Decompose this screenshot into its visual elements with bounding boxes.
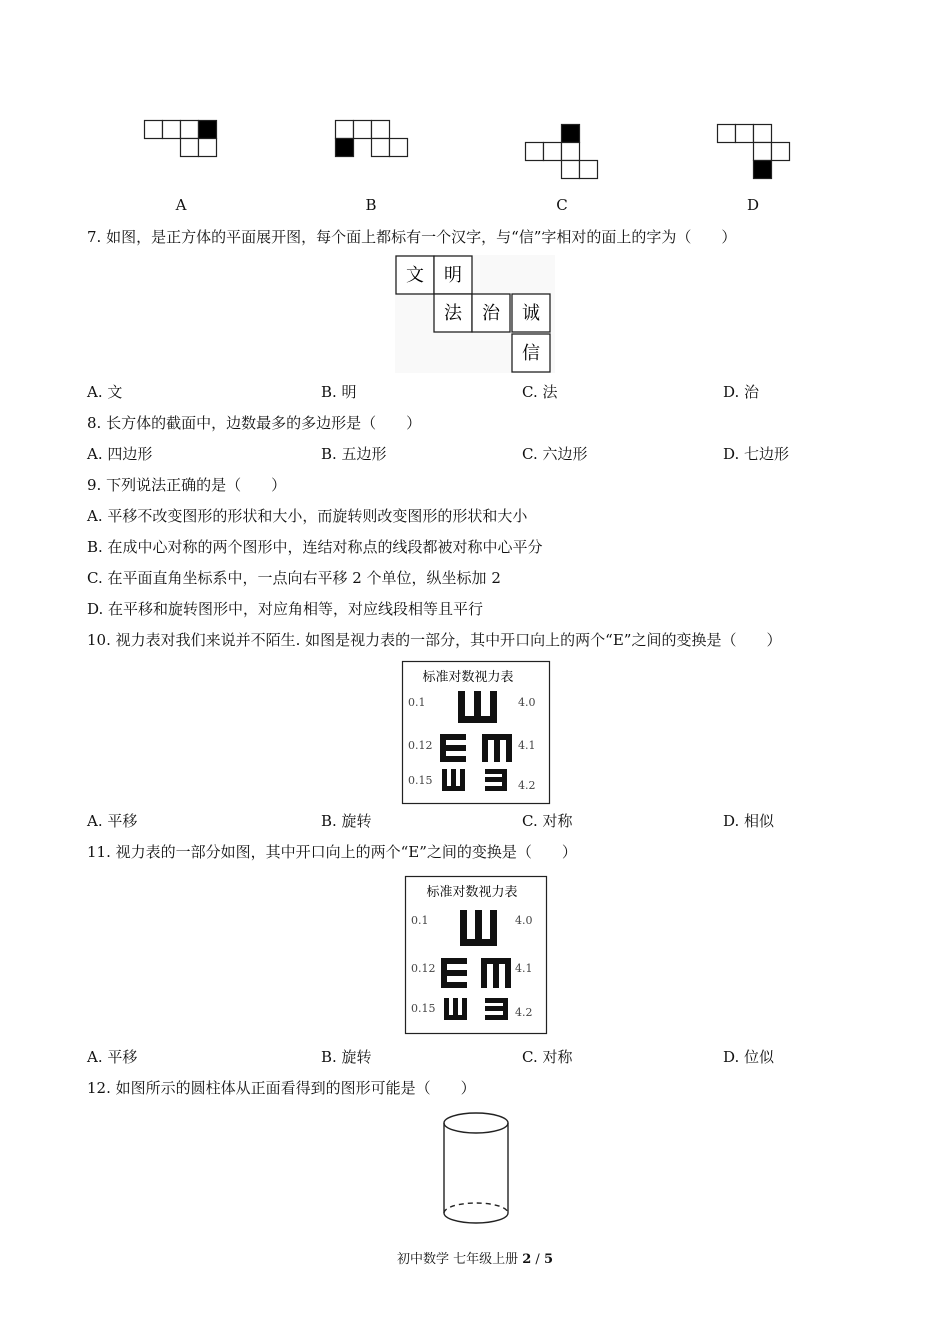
q8-option-b: B. 五边形 (321, 445, 387, 463)
q11-option-b: B. 旋转 (321, 1048, 372, 1066)
q9-option-c: C. 在平面直角坐标系中，一点向右平移 2 个单位，纵坐标加 2 (87, 569, 501, 587)
q10-left-3: 0.15 (408, 774, 433, 787)
q7-face-2: 明 (444, 265, 462, 286)
q10-e-big-up (458, 691, 497, 723)
q9-option-a: A. 平移不改变图形的形状和大小，而旋转则改变图形的形状和大小 (87, 507, 528, 525)
q11-left-3: 0.15 (411, 1002, 436, 1015)
net-label-c: C (556, 196, 568, 214)
q10-e-down (482, 734, 512, 762)
q9-stem: 9. 下列说法正确的是（ ） (87, 476, 287, 494)
q11-right-1: 4.0 (515, 914, 533, 927)
q7-option-d: D. 治 (723, 383, 760, 401)
q10-e-small-up (442, 769, 465, 791)
q11-option-c: C. 对称 (522, 1048, 573, 1066)
net-label-d: D (746, 196, 760, 214)
q10-e-right (440, 734, 466, 762)
q10-option-d: D. 相似 (723, 812, 775, 830)
net-figure-b (335, 120, 411, 160)
q12-cylinder (440, 1110, 512, 1228)
q8-option-d: D. 七边形 (723, 445, 790, 463)
footer-text: 初中数学 七年级上册 (396, 1252, 523, 1267)
q11-option-d: D. 位似 (723, 1048, 775, 1066)
q11-option-a: A. 平移 (87, 1048, 138, 1066)
q7-face-5: 诚 (522, 303, 540, 324)
net-label-b: B (365, 196, 377, 214)
q11-chart-title: 标准对数视力表 (426, 885, 518, 900)
footer-total: 5 (543, 1252, 553, 1267)
q8-stem: 8. 长方体的截面中，边数最多的多边形是（ ） (87, 414, 422, 432)
q7-face-1: 文 (406, 265, 424, 286)
q11-e-small-up (444, 998, 467, 1020)
q10-option-a: A. 平移 (87, 812, 138, 830)
q11-e-big-up (460, 910, 497, 946)
q10-right-1: 4.0 (518, 696, 536, 709)
net-figure-a (144, 120, 220, 160)
q10-right-2: 4.1 (518, 739, 536, 752)
q7-option-b: B. 明 (321, 383, 357, 401)
q9-option-d: D. 在平移和旋转图形中，对应角相等，对应线段相等且平行 (87, 600, 484, 618)
footer-page: 2 (522, 1252, 532, 1267)
net-figure-c (524, 124, 602, 182)
q11-e-right (441, 958, 467, 988)
q7-cube-net (395, 255, 555, 373)
q10-right-3: 4.2 (518, 779, 536, 792)
q7-face-6: 信 (522, 343, 540, 364)
q11-e-down (481, 958, 511, 988)
q9-option-b: B. 在成中心对称的两个图形中，连结对称点的线段都被对称中心平分 (87, 538, 543, 556)
q11-e-left (485, 998, 508, 1020)
q11-eye-chart (405, 876, 547, 1034)
page-footer (0, 1248, 950, 1267)
net-figure-d (716, 124, 794, 182)
footer-sep: / (531, 1252, 544, 1267)
q7-face-3: 法 (444, 303, 462, 324)
q11-left-2: 0.12 (411, 962, 436, 975)
q10-option-c: C. 对称 (522, 812, 573, 830)
q10-left-1: 0.1 (408, 696, 426, 709)
q10-eye-chart (402, 661, 550, 804)
q10-option-b: B. 旋转 (321, 812, 372, 830)
net-label-a: A (175, 196, 187, 214)
q8-option-a: A. 四边形 (87, 445, 153, 463)
q10-e-left (485, 769, 507, 791)
q7-option-c: C. 法 (522, 383, 558, 401)
q7-option-a: A. 文 (87, 383, 123, 401)
q7-stem: 7. 如图，是正方体的平面展开图，每个面上都标有一个汉字，与“信”字相对的面上的字为（ ） (87, 228, 737, 246)
q11-left-1: 0.1 (411, 914, 429, 927)
q10-chart-title: 标准对数视力表 (422, 670, 514, 685)
q8-option-c: C. 六边形 (522, 445, 588, 463)
q11-right-2: 4.1 (515, 962, 533, 975)
q12-stem: 12. 如图所示的圆柱体从正面看得到的图形可能是（ ） (87, 1079, 476, 1097)
q11-right-3: 4.2 (515, 1006, 533, 1019)
q10-stem: 10. 视力表对我们来说并不陌生. 如图是视力表的一部分，其中开口向上的两个“E”之间的变换是（ ） (87, 631, 782, 649)
q7-face-4: 治 (482, 303, 500, 324)
q10-left-2: 0.12 (408, 739, 433, 752)
q11-stem: 11. 视力表的一部分如图，其中开口向上的两个“E”之间的变换是（ ） (87, 843, 577, 861)
